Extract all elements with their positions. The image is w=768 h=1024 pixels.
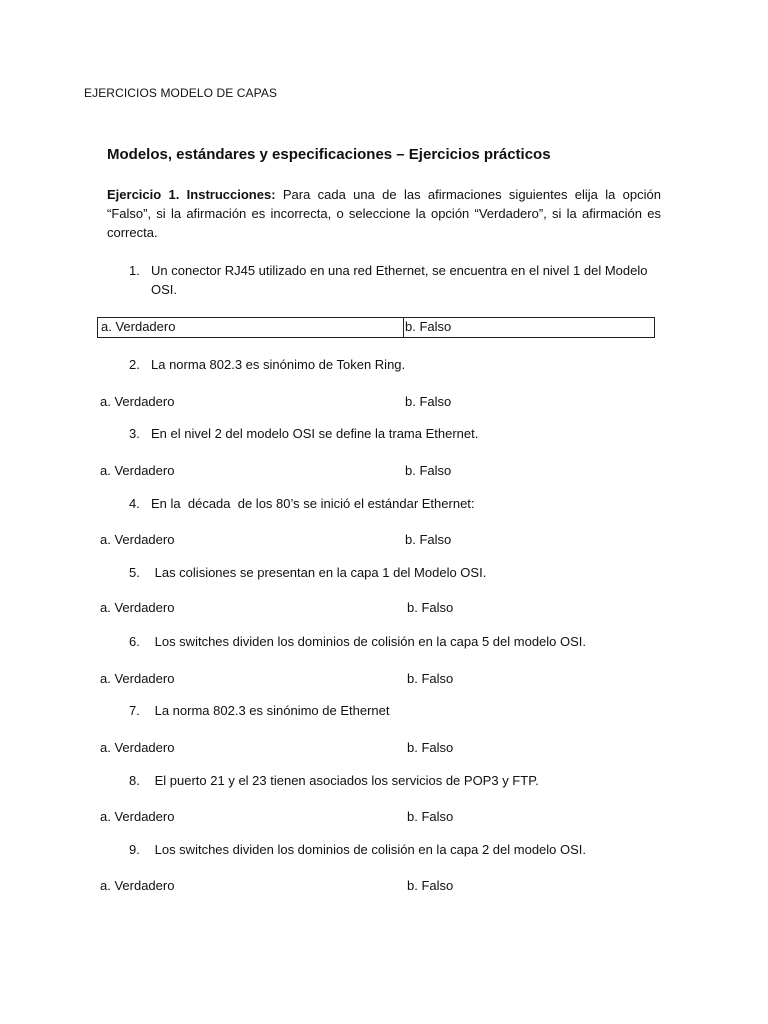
document-title: Modelos, estándares y especificaciones – Ejercicios prácticos bbox=[107, 146, 551, 163]
question-6 bbox=[129, 632, 586, 651]
question-number: 3. bbox=[129, 426, 140, 441]
option-b-falso[interactable]: b. Falso bbox=[405, 532, 452, 547]
question-number: 9. bbox=[129, 842, 140, 857]
option-a-verdadero[interactable]: a. Verdadero bbox=[100, 878, 175, 893]
question-number: 8. bbox=[129, 773, 140, 788]
question-9 bbox=[129, 840, 586, 859]
question-7 bbox=[129, 701, 389, 720]
option-b-falso[interactable]: b. Falso bbox=[407, 600, 454, 615]
question-text: Los switches dividen los dominios de colisión en la capa 5 del modelo OSI. bbox=[151, 634, 587, 649]
question-text: La norma 802.3 es sinónimo de Ethernet bbox=[151, 703, 390, 718]
option-b-falso[interactable]: b. Falso bbox=[407, 671, 454, 686]
question-3 bbox=[129, 424, 478, 443]
question-text: En la década de los 80’s se inició el estándar Ethernet: bbox=[151, 496, 475, 511]
question-number: 2. bbox=[129, 357, 140, 372]
option-a-verdadero[interactable]: a. Verdadero bbox=[100, 394, 175, 409]
option-a-verdadero[interactable]: a. Verdadero bbox=[101, 319, 176, 334]
question-number: 7. bbox=[129, 703, 140, 718]
question-1 bbox=[129, 261, 649, 299]
instructions-paragraph bbox=[107, 185, 661, 242]
option-b-falso[interactable]: b. Falso bbox=[407, 740, 454, 755]
question-number: 6. bbox=[129, 634, 140, 649]
option-a-verdadero[interactable]: a. Verdadero bbox=[100, 809, 175, 824]
option-b-falso[interactable]: b. Falso bbox=[405, 394, 452, 409]
question-5 bbox=[129, 563, 486, 582]
question-text: La norma 802.3 es sinónimo de Token Ring. bbox=[151, 357, 406, 372]
question-4 bbox=[129, 494, 475, 513]
option-a-verdadero[interactable]: a. Verdadero bbox=[100, 463, 175, 478]
question-number: 1. bbox=[129, 263, 140, 278]
question-number: 5. bbox=[129, 565, 140, 580]
question-text: Las colisiones se presentan en la capa 1 del Modelo OSI. bbox=[151, 565, 487, 580]
answer-divider bbox=[403, 318, 404, 337]
option-a-verdadero[interactable]: a. Verdadero bbox=[100, 671, 175, 686]
instructions-label: Ejercicio 1. Instrucciones: bbox=[107, 187, 276, 202]
option-a-verdadero[interactable]: a. Verdadero bbox=[100, 532, 175, 547]
question-text: En el nivel 2 del modelo OSI se define la trama Ethernet. bbox=[151, 426, 479, 441]
option-a-verdadero[interactable]: a. Verdadero bbox=[100, 740, 175, 755]
question-text: El puerto 21 y el 23 tienen asociados los servicios de POP3 y FTP. bbox=[151, 773, 539, 788]
question-8 bbox=[129, 771, 539, 790]
option-b-falso[interactable]: b. Falso bbox=[405, 319, 452, 334]
option-b-falso[interactable]: b. Falso bbox=[405, 463, 452, 478]
instructions-text: Para cada una de las afirmaciones siguientes elija la opción “Falso”, si la afirmación es incorrecta, o seleccione la opción “Verdadero”, si la afirmación es correcta. bbox=[107, 187, 661, 240]
option-a-verdadero[interactable]: a. Verdadero bbox=[100, 600, 175, 615]
option-b-falso[interactable]: b. Falso bbox=[407, 878, 454, 893]
answer-box-1 bbox=[97, 317, 655, 338]
question-2 bbox=[129, 355, 405, 374]
question-text: Un conector RJ45 utilizado en una red Ethernet, se encuentra en el nivel 1 del Modelo OSI. bbox=[151, 263, 648, 297]
option-b-falso[interactable]: b. Falso bbox=[407, 809, 454, 824]
question-number: 4. bbox=[129, 496, 140, 511]
header-title: EJERCICIOS MODELO DE CAPAS bbox=[84, 86, 278, 100]
question-text: Los switches dividen los dominios de colisión en la capa 2 del modelo OSI. bbox=[151, 842, 587, 857]
